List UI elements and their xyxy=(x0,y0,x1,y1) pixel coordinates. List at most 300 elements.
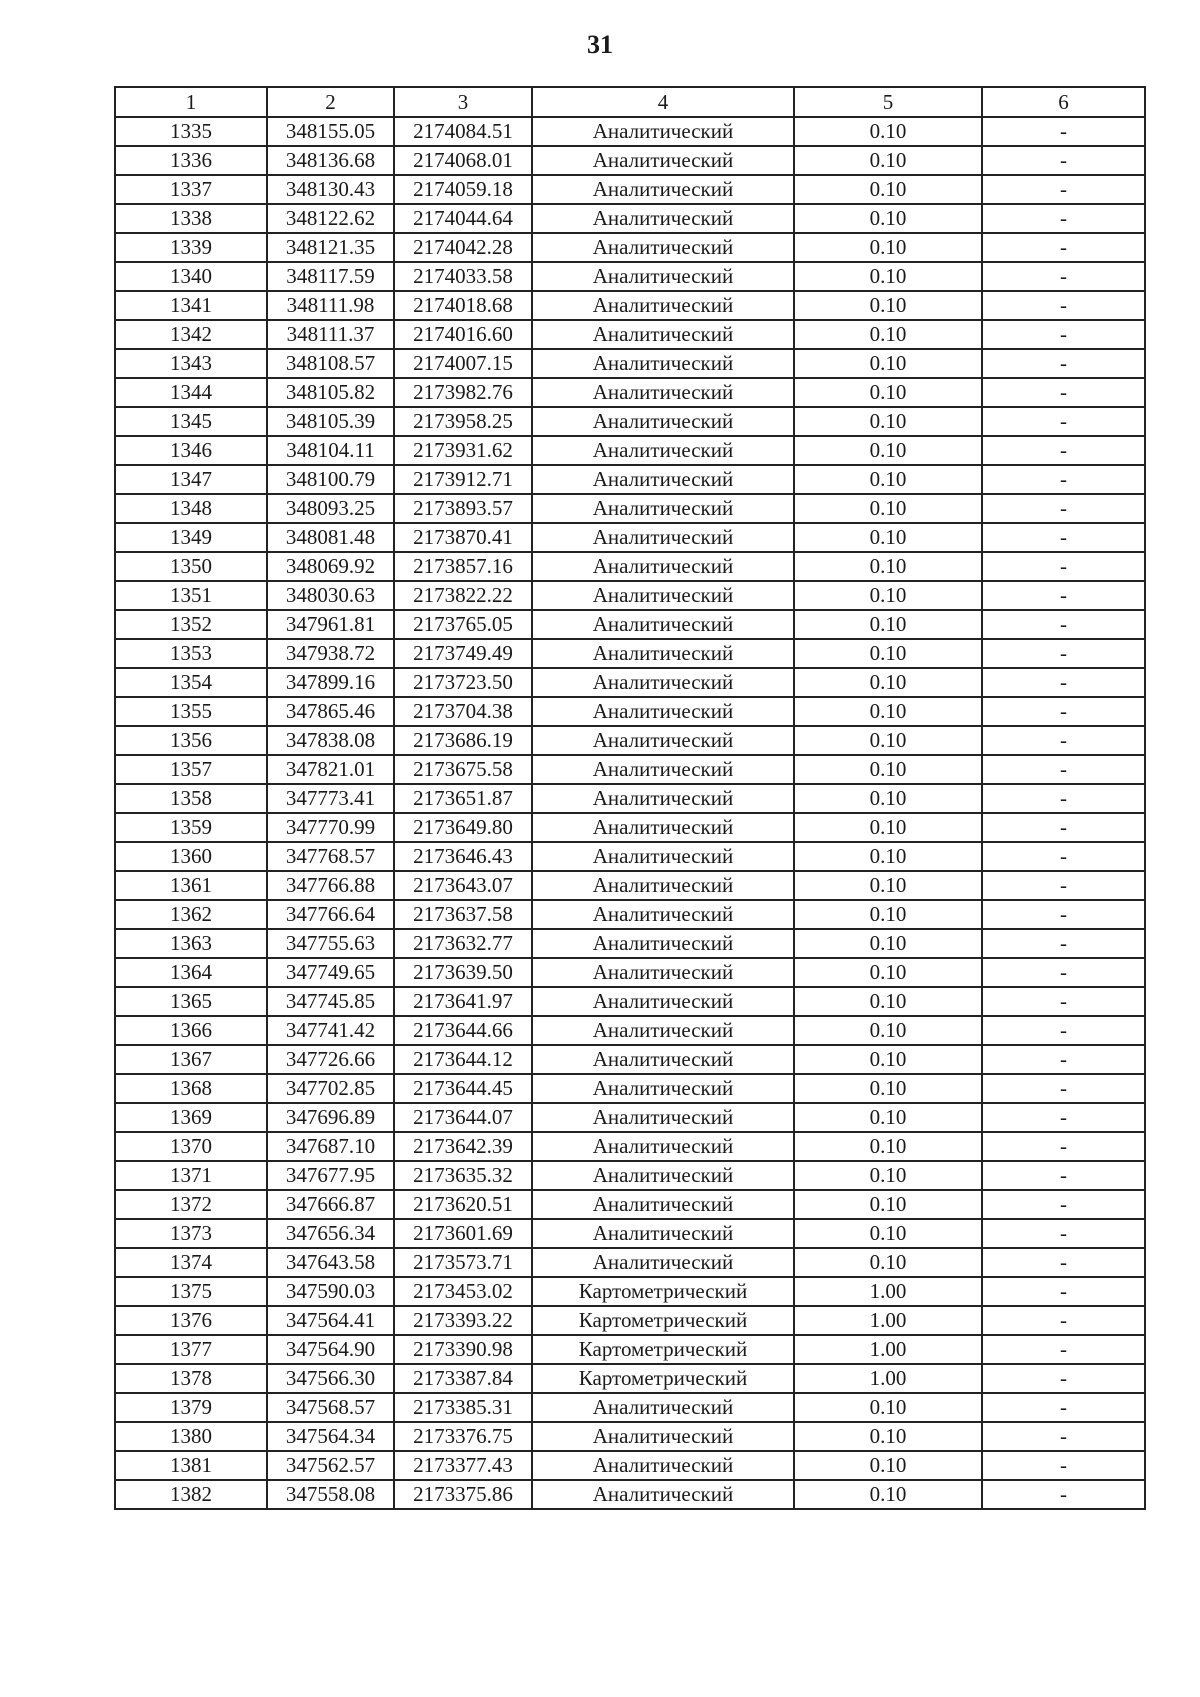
table-row xyxy=(115,1219,1145,1248)
note-cell: - xyxy=(982,1074,1145,1103)
table-body xyxy=(115,117,1145,1509)
x-coordinate-cell: 348122.62 xyxy=(267,204,394,233)
page-number: 31 xyxy=(587,30,613,59)
method-cell: Аналитический xyxy=(532,726,794,755)
header-col-5: 5 xyxy=(794,87,982,117)
y-coordinate-cell: 2174084.51 xyxy=(394,117,532,146)
note-cell: - xyxy=(982,755,1145,784)
method-cell: Аналитический xyxy=(532,581,794,610)
point-number-cell: 1363 xyxy=(115,929,267,958)
x-coordinate-cell: 347666.87 xyxy=(267,1190,394,1219)
accuracy-cell: 0.10 xyxy=(794,291,982,320)
note-cell: - xyxy=(982,1451,1145,1480)
note-cell: - xyxy=(982,407,1145,436)
accuracy-cell: 0.10 xyxy=(794,117,982,146)
table-row xyxy=(115,1364,1145,1393)
x-coordinate-cell: 347938.72 xyxy=(267,639,394,668)
x-coordinate-cell: 347773.41 xyxy=(267,784,394,813)
method-cell: Аналитический xyxy=(532,1219,794,1248)
x-coordinate-cell: 348105.39 xyxy=(267,407,394,436)
x-coordinate-cell: 348117.59 xyxy=(267,262,394,291)
note-cell: - xyxy=(982,204,1145,233)
method-cell: Аналитический xyxy=(532,784,794,813)
point-number-cell: 1372 xyxy=(115,1190,267,1219)
accuracy-cell: 0.10 xyxy=(794,697,982,726)
y-coordinate-cell: 2173644.66 xyxy=(394,1016,532,1045)
accuracy-cell: 1.00 xyxy=(794,1277,982,1306)
point-number-cell: 1342 xyxy=(115,320,267,349)
table-row xyxy=(115,262,1145,291)
accuracy-cell: 0.10 xyxy=(794,204,982,233)
x-coordinate-cell: 347755.63 xyxy=(267,929,394,958)
method-cell: Аналитический xyxy=(532,291,794,320)
note-cell: - xyxy=(982,929,1145,958)
method-cell: Аналитический xyxy=(532,262,794,291)
y-coordinate-cell: 2173644.45 xyxy=(394,1074,532,1103)
accuracy-cell: 0.10 xyxy=(794,842,982,871)
table-row xyxy=(115,117,1145,146)
method-cell: Картометрический xyxy=(532,1306,794,1335)
header-col-3: 3 xyxy=(394,87,532,117)
method-cell: Аналитический xyxy=(532,1132,794,1161)
method-cell: Аналитический xyxy=(532,465,794,494)
y-coordinate-cell: 2173635.32 xyxy=(394,1161,532,1190)
x-coordinate-cell: 347745.85 xyxy=(267,987,394,1016)
point-number-cell: 1352 xyxy=(115,610,267,639)
x-coordinate-cell: 348069.92 xyxy=(267,552,394,581)
y-coordinate-cell: 2173639.50 xyxy=(394,958,532,987)
note-cell: - xyxy=(982,958,1145,987)
x-coordinate-cell: 348104.11 xyxy=(267,436,394,465)
x-coordinate-cell: 348105.82 xyxy=(267,378,394,407)
x-coordinate-cell: 347766.88 xyxy=(267,871,394,900)
x-coordinate-cell: 347770.99 xyxy=(267,813,394,842)
point-number-cell: 1354 xyxy=(115,668,267,697)
method-cell: Аналитический xyxy=(532,668,794,697)
x-coordinate-cell: 348121.35 xyxy=(267,233,394,262)
y-coordinate-cell: 2173675.58 xyxy=(394,755,532,784)
x-coordinate-cell: 347838.08 xyxy=(267,726,394,755)
point-number-cell: 1349 xyxy=(115,523,267,552)
y-coordinate-cell: 2174033.58 xyxy=(394,262,532,291)
y-coordinate-cell: 2173651.87 xyxy=(394,784,532,813)
x-coordinate-cell: 347687.10 xyxy=(267,1132,394,1161)
note-cell: - xyxy=(982,726,1145,755)
x-coordinate-cell: 347821.01 xyxy=(267,755,394,784)
table-row xyxy=(115,987,1145,1016)
x-coordinate-cell: 347961.81 xyxy=(267,610,394,639)
method-cell: Аналитический xyxy=(532,175,794,204)
method-cell: Аналитический xyxy=(532,1393,794,1422)
table-row xyxy=(115,871,1145,900)
x-coordinate-cell: 347749.65 xyxy=(267,958,394,987)
table-row xyxy=(115,581,1145,610)
x-coordinate-cell: 347677.95 xyxy=(267,1161,394,1190)
point-number-cell: 1335 xyxy=(115,117,267,146)
note-cell: - xyxy=(982,639,1145,668)
accuracy-cell: 0.10 xyxy=(794,1422,982,1451)
table-row xyxy=(115,929,1145,958)
note-cell: - xyxy=(982,1045,1145,1074)
method-cell: Аналитический xyxy=(532,1451,794,1480)
point-number-cell: 1377 xyxy=(115,1335,267,1364)
table-row xyxy=(115,1422,1145,1451)
point-number-cell: 1343 xyxy=(115,349,267,378)
header-col-4: 4 xyxy=(532,87,794,117)
note-cell: - xyxy=(982,668,1145,697)
table-row xyxy=(115,378,1145,407)
table-row xyxy=(115,175,1145,204)
y-coordinate-cell: 2173601.69 xyxy=(394,1219,532,1248)
method-cell: Аналитический xyxy=(532,1045,794,1074)
point-number-cell: 1358 xyxy=(115,784,267,813)
note-cell: - xyxy=(982,610,1145,639)
accuracy-cell: 0.10 xyxy=(794,494,982,523)
accuracy-cell: 0.10 xyxy=(794,320,982,349)
accuracy-cell: 0.10 xyxy=(794,552,982,581)
note-cell: - xyxy=(982,581,1145,610)
accuracy-cell: 0.10 xyxy=(794,668,982,697)
y-coordinate-cell: 2173982.76 xyxy=(394,378,532,407)
x-coordinate-cell: 347865.46 xyxy=(267,697,394,726)
y-coordinate-cell: 2173931.62 xyxy=(394,436,532,465)
method-cell: Аналитический xyxy=(532,1103,794,1132)
accuracy-cell: 0.10 xyxy=(794,262,982,291)
method-cell: Аналитический xyxy=(532,900,794,929)
note-cell: - xyxy=(982,233,1145,262)
y-coordinate-cell: 2174068.01 xyxy=(394,146,532,175)
method-cell: Аналитический xyxy=(532,552,794,581)
accuracy-cell: 0.10 xyxy=(794,1132,982,1161)
accuracy-cell: 0.10 xyxy=(794,958,982,987)
method-cell: Аналитический xyxy=(532,1422,794,1451)
method-cell: Аналитический xyxy=(532,987,794,1016)
note-cell: - xyxy=(982,871,1145,900)
method-cell: Аналитический xyxy=(532,1161,794,1190)
point-number-cell: 1378 xyxy=(115,1364,267,1393)
table-row xyxy=(115,233,1145,262)
y-coordinate-cell: 2174018.68 xyxy=(394,291,532,320)
point-number-cell: 1370 xyxy=(115,1132,267,1161)
method-cell: Аналитический xyxy=(532,610,794,639)
table-header xyxy=(115,87,1145,117)
method-cell: Аналитический xyxy=(532,436,794,465)
method-cell: Аналитический xyxy=(532,204,794,233)
x-coordinate-cell: 347558.08 xyxy=(267,1480,394,1509)
accuracy-cell: 0.10 xyxy=(794,146,982,175)
y-coordinate-cell: 2173641.97 xyxy=(394,987,532,1016)
method-cell: Аналитический xyxy=(532,1480,794,1509)
table-row xyxy=(115,842,1145,871)
table-row xyxy=(115,1016,1145,1045)
point-number-cell: 1353 xyxy=(115,639,267,668)
method-cell: Аналитический xyxy=(532,1016,794,1045)
x-coordinate-cell: 347766.64 xyxy=(267,900,394,929)
accuracy-cell: 0.10 xyxy=(794,1219,982,1248)
table-row xyxy=(115,1480,1145,1509)
table-row xyxy=(115,523,1145,552)
x-coordinate-cell: 348108.57 xyxy=(267,349,394,378)
accuracy-cell: 0.10 xyxy=(794,1480,982,1509)
table-row xyxy=(115,813,1145,842)
note-cell: - xyxy=(982,1219,1145,1248)
method-cell: Аналитический xyxy=(532,813,794,842)
x-coordinate-cell: 348100.79 xyxy=(267,465,394,494)
x-coordinate-cell: 347726.66 xyxy=(267,1045,394,1074)
table-row xyxy=(115,1132,1145,1161)
table-row xyxy=(115,436,1145,465)
x-coordinate-cell: 347566.30 xyxy=(267,1364,394,1393)
point-number-cell: 1348 xyxy=(115,494,267,523)
table-row xyxy=(115,349,1145,378)
x-coordinate-cell: 348130.43 xyxy=(267,175,394,204)
x-coordinate-cell: 348111.37 xyxy=(267,320,394,349)
point-number-cell: 1340 xyxy=(115,262,267,291)
point-number-cell: 1341 xyxy=(115,291,267,320)
header-row xyxy=(115,87,1145,117)
method-cell: Аналитический xyxy=(532,697,794,726)
point-number-cell: 1374 xyxy=(115,1248,267,1277)
x-coordinate-cell: 348093.25 xyxy=(267,494,394,523)
point-number-cell: 1365 xyxy=(115,987,267,1016)
note-cell: - xyxy=(982,1277,1145,1306)
accuracy-cell: 0.10 xyxy=(794,1016,982,1045)
point-number-cell: 1337 xyxy=(115,175,267,204)
method-cell: Аналитический xyxy=(532,1190,794,1219)
point-number-cell: 1375 xyxy=(115,1277,267,1306)
y-coordinate-cell: 2173377.43 xyxy=(394,1451,532,1480)
table-row xyxy=(115,407,1145,436)
point-number-cell: 1366 xyxy=(115,1016,267,1045)
y-coordinate-cell: 2173646.43 xyxy=(394,842,532,871)
table-row xyxy=(115,958,1145,987)
method-cell: Аналитический xyxy=(532,320,794,349)
method-cell: Аналитический xyxy=(532,639,794,668)
y-coordinate-cell: 2174016.60 xyxy=(394,320,532,349)
accuracy-cell: 0.10 xyxy=(794,1074,982,1103)
point-number-cell: 1362 xyxy=(115,900,267,929)
x-coordinate-cell: 348136.68 xyxy=(267,146,394,175)
y-coordinate-cell: 2173390.98 xyxy=(394,1335,532,1364)
table-row xyxy=(115,668,1145,697)
x-coordinate-cell: 347568.57 xyxy=(267,1393,394,1422)
method-cell: Аналитический xyxy=(532,871,794,900)
accuracy-cell: 0.10 xyxy=(794,1045,982,1074)
x-coordinate-cell: 347768.57 xyxy=(267,842,394,871)
accuracy-cell: 0.10 xyxy=(794,349,982,378)
accuracy-cell: 0.10 xyxy=(794,610,982,639)
accuracy-cell: 0.10 xyxy=(794,900,982,929)
accuracy-cell: 0.10 xyxy=(794,436,982,465)
point-number-cell: 1359 xyxy=(115,813,267,842)
accuracy-cell: 0.10 xyxy=(794,929,982,958)
method-cell: Аналитический xyxy=(532,233,794,262)
table-row xyxy=(115,494,1145,523)
note-cell: - xyxy=(982,842,1145,871)
table-row xyxy=(115,146,1145,175)
y-coordinate-cell: 2173686.19 xyxy=(394,726,532,755)
y-coordinate-cell: 2173644.12 xyxy=(394,1045,532,1074)
method-cell: Аналитический xyxy=(532,1074,794,1103)
y-coordinate-cell: 2173453.02 xyxy=(394,1277,532,1306)
x-coordinate-cell: 347564.90 xyxy=(267,1335,394,1364)
table-row xyxy=(115,1045,1145,1074)
x-coordinate-cell: 347564.34 xyxy=(267,1422,394,1451)
method-cell: Аналитический xyxy=(532,349,794,378)
y-coordinate-cell: 2174044.64 xyxy=(394,204,532,233)
table-row xyxy=(115,1306,1145,1335)
table-row xyxy=(115,552,1145,581)
table-row xyxy=(115,1451,1145,1480)
note-cell: - xyxy=(982,523,1145,552)
accuracy-cell: 0.10 xyxy=(794,871,982,900)
note-cell: - xyxy=(982,1248,1145,1277)
note-cell: - xyxy=(982,697,1145,726)
x-coordinate-cell: 347643.58 xyxy=(267,1248,394,1277)
accuracy-cell: 0.10 xyxy=(794,1248,982,1277)
y-coordinate-cell: 2173912.71 xyxy=(394,465,532,494)
table-row xyxy=(115,1074,1145,1103)
x-coordinate-cell: 348030.63 xyxy=(267,581,394,610)
y-coordinate-cell: 2173375.86 xyxy=(394,1480,532,1509)
y-coordinate-cell: 2173893.57 xyxy=(394,494,532,523)
y-coordinate-cell: 2173649.80 xyxy=(394,813,532,842)
note-cell: - xyxy=(982,378,1145,407)
point-number-cell: 1369 xyxy=(115,1103,267,1132)
table-row xyxy=(115,697,1145,726)
coordinates-table xyxy=(114,86,1146,1510)
note-cell: - xyxy=(982,494,1145,523)
table-row xyxy=(115,1277,1145,1306)
accuracy-cell: 0.10 xyxy=(794,407,982,436)
y-coordinate-cell: 2173620.51 xyxy=(394,1190,532,1219)
y-coordinate-cell: 2173644.07 xyxy=(394,1103,532,1132)
x-coordinate-cell: 347741.42 xyxy=(267,1016,394,1045)
table-row xyxy=(115,639,1145,668)
accuracy-cell: 0.10 xyxy=(794,523,982,552)
note-cell: - xyxy=(982,146,1145,175)
table-row xyxy=(115,1335,1145,1364)
point-number-cell: 1351 xyxy=(115,581,267,610)
y-coordinate-cell: 2174007.15 xyxy=(394,349,532,378)
table-row xyxy=(115,784,1145,813)
accuracy-cell: 0.10 xyxy=(794,639,982,668)
accuracy-cell: 0.10 xyxy=(794,465,982,494)
point-number-cell: 1376 xyxy=(115,1306,267,1335)
table-row xyxy=(115,755,1145,784)
table-row xyxy=(115,1248,1145,1277)
method-cell: Картометрический xyxy=(532,1364,794,1393)
note-cell: - xyxy=(982,1480,1145,1509)
point-number-cell: 1336 xyxy=(115,146,267,175)
point-number-cell: 1356 xyxy=(115,726,267,755)
table-row xyxy=(115,1103,1145,1132)
note-cell: - xyxy=(982,291,1145,320)
method-cell: Картометрический xyxy=(532,1277,794,1306)
accuracy-cell: 0.10 xyxy=(794,581,982,610)
y-coordinate-cell: 2173376.75 xyxy=(394,1422,532,1451)
point-number-cell: 1373 xyxy=(115,1219,267,1248)
point-number-cell: 1368 xyxy=(115,1074,267,1103)
header-col-6: 6 xyxy=(982,87,1145,117)
note-cell: - xyxy=(982,436,1145,465)
y-coordinate-cell: 2173822.22 xyxy=(394,581,532,610)
point-number-cell: 1361 xyxy=(115,871,267,900)
note-cell: - xyxy=(982,784,1145,813)
note-cell: - xyxy=(982,1132,1145,1161)
y-coordinate-cell: 2173765.05 xyxy=(394,610,532,639)
table-row xyxy=(115,726,1145,755)
x-coordinate-cell: 348081.48 xyxy=(267,523,394,552)
note-cell: - xyxy=(982,1190,1145,1219)
x-coordinate-cell: 347899.16 xyxy=(267,668,394,697)
x-coordinate-cell: 347702.85 xyxy=(267,1074,394,1103)
note-cell: - xyxy=(982,813,1145,842)
note-cell: - xyxy=(982,117,1145,146)
method-cell: Аналитический xyxy=(532,523,794,552)
note-cell: - xyxy=(982,987,1145,1016)
y-coordinate-cell: 2173637.58 xyxy=(394,900,532,929)
point-number-cell: 1350 xyxy=(115,552,267,581)
note-cell: - xyxy=(982,1393,1145,1422)
point-number-cell: 1347 xyxy=(115,465,267,494)
x-coordinate-cell: 348111.98 xyxy=(267,291,394,320)
method-cell: Аналитический xyxy=(532,146,794,175)
table-row xyxy=(115,465,1145,494)
accuracy-cell: 0.10 xyxy=(794,784,982,813)
point-number-cell: 1380 xyxy=(115,1422,267,1451)
accuracy-cell: 0.10 xyxy=(794,1190,982,1219)
point-number-cell: 1371 xyxy=(115,1161,267,1190)
y-coordinate-cell: 2173958.25 xyxy=(394,407,532,436)
point-number-cell: 1364 xyxy=(115,958,267,987)
note-cell: - xyxy=(982,465,1145,494)
y-coordinate-cell: 2173749.49 xyxy=(394,639,532,668)
note-cell: - xyxy=(982,1103,1145,1132)
x-coordinate-cell: 347564.41 xyxy=(267,1306,394,1335)
accuracy-cell: 1.00 xyxy=(794,1364,982,1393)
note-cell: - xyxy=(982,1306,1145,1335)
y-coordinate-cell: 2173643.07 xyxy=(394,871,532,900)
accuracy-cell: 0.10 xyxy=(794,1161,982,1190)
y-coordinate-cell: 2173387.84 xyxy=(394,1364,532,1393)
accuracy-cell: 0.10 xyxy=(794,726,982,755)
table-row xyxy=(115,1190,1145,1219)
note-cell: - xyxy=(982,1335,1145,1364)
y-coordinate-cell: 2173642.39 xyxy=(394,1132,532,1161)
accuracy-cell: 0.10 xyxy=(794,378,982,407)
y-coordinate-cell: 2174042.28 xyxy=(394,233,532,262)
accuracy-cell: 1.00 xyxy=(794,1306,982,1335)
y-coordinate-cell: 2174059.18 xyxy=(394,175,532,204)
point-number-cell: 1382 xyxy=(115,1480,267,1509)
note-cell: - xyxy=(982,900,1145,929)
accuracy-cell: 0.10 xyxy=(794,175,982,204)
table-row xyxy=(115,204,1145,233)
note-cell: - xyxy=(982,1422,1145,1451)
point-number-cell: 1339 xyxy=(115,233,267,262)
y-coordinate-cell: 2173573.71 xyxy=(394,1248,532,1277)
x-coordinate-cell: 347696.89 xyxy=(267,1103,394,1132)
table-row xyxy=(115,610,1145,639)
note-cell: - xyxy=(982,175,1145,204)
note-cell: - xyxy=(982,262,1145,291)
accuracy-cell: 0.10 xyxy=(794,1451,982,1480)
accuracy-cell: 0.10 xyxy=(794,755,982,784)
point-number-cell: 1345 xyxy=(115,407,267,436)
y-coordinate-cell: 2173393.22 xyxy=(394,1306,532,1335)
x-coordinate-cell: 347590.03 xyxy=(267,1277,394,1306)
